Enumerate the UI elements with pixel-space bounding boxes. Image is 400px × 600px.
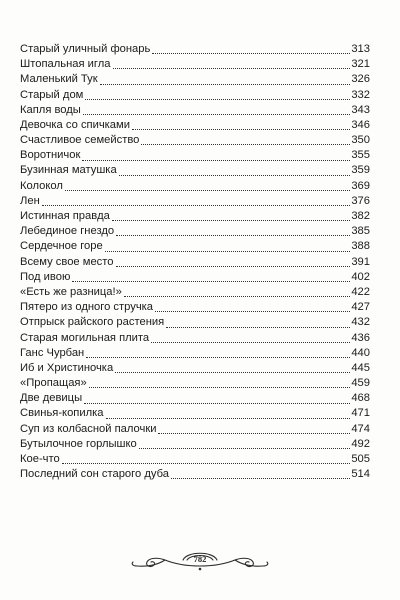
- toc-entry-page: 391: [351, 255, 370, 268]
- toc-entry-page: 402: [351, 270, 370, 283]
- toc-entry-title: Маленький Тук: [20, 73, 98, 86]
- toc-entry-title: Истинная правда: [20, 210, 110, 223]
- toc-entry-title: Сердечное горе: [20, 240, 103, 253]
- toc-dot-leader: [113, 68, 351, 69]
- toc-entry-page: 321: [351, 58, 370, 71]
- toc-dot-leader: [116, 235, 350, 236]
- page-footer: [0, 548, 400, 574]
- toc-entry-title: Всему свое место: [20, 255, 114, 268]
- toc-entry-page: 376: [351, 194, 370, 207]
- toc-entry-page: 343: [351, 103, 370, 116]
- toc-entry-title: «Пропащая»: [20, 377, 87, 390]
- toc-entry-page: 459: [351, 377, 370, 390]
- toc-entry: [20, 376, 370, 391]
- toc-entry: [20, 315, 370, 330]
- toc-entry-page: 471: [351, 407, 370, 420]
- toc-entry-title: Отпрыск райского растения: [20, 316, 165, 329]
- toc-entry: [20, 88, 370, 103]
- toc-dot-leader: [72, 281, 350, 282]
- toc-entry: [20, 118, 370, 133]
- toc-dot-leader: [42, 205, 351, 206]
- toc-entry-title: Бутылочное горлышко: [20, 437, 137, 450]
- toc-entry: [20, 452, 370, 467]
- toc-entry-page: 422: [351, 285, 370, 298]
- toc-dot-leader: [105, 251, 351, 252]
- toc-entry: [20, 224, 370, 239]
- toc-entry: [20, 103, 370, 118]
- toc-entry: [20, 239, 370, 254]
- toc-entry-page: 388: [351, 240, 370, 253]
- toc-entry: [20, 422, 370, 437]
- toc-entry-title: Старая могильная плита: [20, 331, 150, 344]
- toc-entry-title: Бузинная матушка: [20, 164, 117, 177]
- toc-entry-page: 427: [351, 301, 370, 314]
- toc-dot-leader: [112, 220, 351, 221]
- toc-entry-title: Девочка со спичками: [20, 118, 130, 131]
- toc-entry-title: Суп из колбасной палочки: [20, 422, 157, 435]
- toc-entry-title: Кое-что: [20, 453, 60, 466]
- toc-entry: [20, 148, 370, 163]
- toc-entry: [20, 407, 370, 422]
- toc-dot-leader: [141, 144, 350, 145]
- toc-dot-leader: [166, 327, 350, 328]
- toc-entry-page: 492: [351, 437, 370, 450]
- toc-dot-leader: [84, 403, 350, 404]
- toc-entry: [20, 331, 370, 346]
- toc-dot-leader: [89, 387, 351, 388]
- toc-entry-page: 468: [351, 392, 370, 405]
- toc-entry-page: 436: [351, 331, 370, 344]
- toc-entry: [20, 391, 370, 406]
- toc-entry-title: Счастливое семейство: [20, 134, 140, 147]
- toc-entry-title: Иб и Христиночка: [20, 361, 114, 374]
- toc-dot-leader: [116, 266, 351, 267]
- toc-dot-leader: [100, 84, 351, 85]
- toc-entry: [20, 57, 370, 72]
- toc-dot-leader: [171, 478, 350, 479]
- toc-entry-page: 514: [351, 468, 370, 481]
- toc-entry-title: Ганс Чурбан: [20, 346, 85, 359]
- toc-dot-leader: [62, 463, 351, 464]
- toc-entry-title: Штопальная игла: [20, 58, 111, 71]
- toc-entry-page: 332: [351, 88, 370, 101]
- toc-entry: [20, 285, 370, 300]
- toc-dot-leader: [115, 372, 350, 373]
- toc-entry-page: 385: [351, 225, 370, 238]
- toc-entry-title: Старый уличный фонарь: [20, 42, 151, 55]
- toc-entry-title: Воротничок: [20, 149, 81, 162]
- toc-entry-page: 382: [351, 210, 370, 223]
- toc-entry-title: Капля воды: [20, 103, 81, 116]
- toc-dot-leader: [106, 418, 351, 419]
- toc-entry-title: Последний сон старого дуба: [20, 468, 169, 481]
- toc-dot-leader: [152, 53, 350, 54]
- toc-entry: [20, 42, 370, 57]
- toc-entry-page: 355: [351, 149, 370, 162]
- toc-dot-leader: [155, 311, 350, 312]
- toc-entry-title: «Есть же разница!»: [20, 285, 122, 298]
- scroll-ornament-icon: [125, 548, 275, 574]
- toc-entry-page: 440: [351, 346, 370, 359]
- toc-entry: [20, 72, 370, 87]
- toc-entry-title: Пятеро из одного стручка: [20, 301, 154, 314]
- toc-entry-title: Лен: [20, 194, 40, 207]
- toc-dot-leader: [86, 357, 350, 358]
- toc-entry-title: Свинья-копилка: [20, 407, 104, 420]
- toc-dot-leader: [65, 190, 350, 191]
- toc-entry: [20, 209, 370, 224]
- toc-entry-title: Старый дом: [20, 88, 84, 101]
- toc-entry-page: 359: [351, 164, 370, 177]
- toc-dot-leader: [85, 99, 350, 100]
- toc-entry: [20, 361, 370, 376]
- toc-entry-title: Колокол: [20, 179, 63, 192]
- toc-entry-page: 474: [351, 422, 370, 435]
- toc-entry-page: 350: [351, 134, 370, 147]
- toc-entry-title: Лебединое гнездо: [20, 225, 115, 238]
- toc-entry-page: 505: [351, 453, 370, 466]
- toc-entry-title: Две девицы: [20, 392, 83, 405]
- toc-dot-leader: [158, 433, 350, 434]
- toc-dot-leader: [132, 129, 350, 130]
- toc-dot-leader: [82, 160, 350, 161]
- toc-dot-leader: [151, 342, 350, 343]
- toc-entry-page: 313: [351, 42, 370, 55]
- toc-dot-leader: [139, 448, 351, 449]
- toc-entry: [20, 164, 370, 179]
- toc-entry-page: 432: [351, 316, 370, 329]
- toc-entry: [20, 270, 370, 285]
- toc-entry: [20, 255, 370, 270]
- toc-entry: [20, 300, 370, 315]
- page-number: 782: [193, 554, 207, 564]
- toc-entry: [20, 437, 370, 452]
- table-of-contents: [20, 42, 370, 482]
- toc-dot-leader: [119, 175, 351, 176]
- toc-entry-title: Под ивою: [20, 270, 71, 283]
- toc-entry-page: 369: [351, 179, 370, 192]
- toc-entry-page: 445: [351, 361, 370, 374]
- toc-entry-page: 346: [351, 118, 370, 131]
- toc-dot-leader: [83, 114, 350, 115]
- toc-entry-page: 326: [351, 73, 370, 86]
- toc-entry: [20, 346, 370, 361]
- toc-entry: [20, 467, 370, 482]
- toc-entry: [20, 133, 370, 148]
- toc-entry: [20, 194, 370, 209]
- toc-entry: [20, 179, 370, 194]
- toc-dot-leader: [124, 296, 350, 297]
- center-dot: [199, 568, 202, 571]
